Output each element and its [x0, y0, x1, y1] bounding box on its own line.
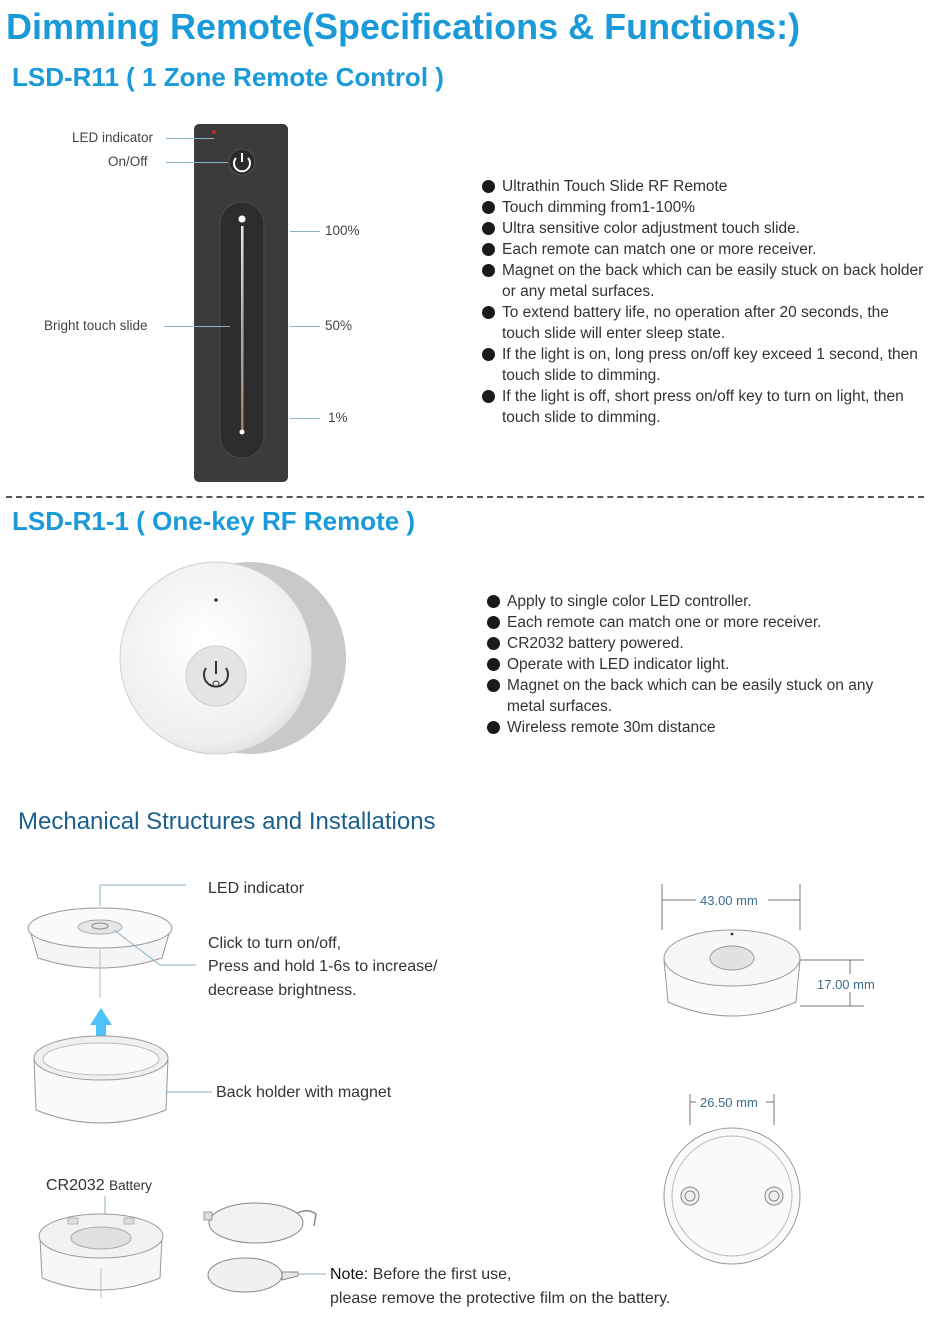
- led-indicator-label: LED indicator: [72, 130, 154, 145]
- bullet-icon: [482, 222, 495, 235]
- list-item: Ultra sensitive color adjustment touch slide.: [482, 218, 926, 239]
- p50-leader: [290, 326, 320, 327]
- list-item: Operate with LED indicator light.: [487, 654, 907, 675]
- on-off-leader: [166, 162, 228, 163]
- bullet-icon: [482, 390, 495, 403]
- list-item: Apply to single color LED controller.: [487, 591, 907, 612]
- bullet-icon: [482, 201, 495, 214]
- list-item: CR2032 battery powered.: [487, 633, 907, 654]
- bright-touch-slide-label: Bright touch slide: [44, 318, 148, 333]
- r11-section-title: LSD-R11 ( 1 Zone Remote Control ): [12, 62, 444, 92]
- note-line2: please remove the protective film on the battery.: [330, 1290, 671, 1307]
- list-item: Touch dimming from1-100%: [482, 197, 926, 218]
- p100-label: 100%: [325, 223, 360, 238]
- bullet-icon: [482, 243, 495, 256]
- list-item: If the light is on, long press on/off key exceed 1 second, then touch slide to dimming.: [482, 344, 926, 386]
- led-indicator-dot: [212, 130, 216, 134]
- r11-feature-list: [482, 176, 926, 428]
- list-item: To extend battery life, no operation after 20 seconds, the touch slide will enter sleep state.: [482, 302, 926, 344]
- click-instruction-line3: decrease brightness.: [208, 982, 357, 999]
- height-dimension: 17.00 mm: [817, 977, 875, 992]
- led-indicator-callout: LED indicator: [208, 880, 305, 897]
- hole-spacing-dimension: 26.50 mm: [700, 1095, 758, 1110]
- list-item: Each remote can match one or more receiver.: [487, 612, 907, 633]
- list-item: Magnet on the back which can be easily stuck on any metal surfaces.: [487, 675, 907, 717]
- battery-callout: CR2032 Battery: [46, 1177, 152, 1194]
- mechanical-section-title: Mechanical Structures and Installations: [18, 808, 436, 835]
- p50-label: 50%: [325, 318, 353, 333]
- note-label: Note:: [330, 1266, 369, 1283]
- list-item: Wireless remote 30m distance: [487, 717, 907, 738]
- section-divider: [6, 496, 924, 498]
- r1-1-section-title: LSD-R1-1 ( One-key RF Remote ): [12, 506, 416, 536]
- bullet-icon: [482, 348, 495, 361]
- r11-remote-illustration: [190, 122, 290, 484]
- list-item: Ultrathin Touch Slide RF Remote: [482, 176, 926, 197]
- r1-1-remote-illustration: [110, 558, 350, 758]
- p1-label: 1%: [328, 410, 348, 425]
- on-off-label: On/Off: [108, 154, 148, 169]
- width-dimension: 43.00 mm: [700, 893, 758, 908]
- led-indicator-leader: [166, 138, 214, 139]
- bullet-icon: [487, 637, 500, 650]
- bullet-icon: [487, 595, 500, 608]
- p100-leader: [290, 231, 320, 232]
- page-title: Dimming Remote(Specifications & Functions:): [6, 6, 801, 47]
- bright-touch-slide-leader: [164, 326, 230, 327]
- back-holder-callout: Back holder with magnet: [216, 1084, 392, 1101]
- r1-1-feature-list: [487, 591, 907, 738]
- bullet-icon: [487, 679, 500, 692]
- bullet-icon: [487, 658, 500, 671]
- bullet-icon: [482, 180, 495, 193]
- click-instruction-line1: Click to turn on/off,: [208, 935, 342, 952]
- note-line1: Note: Before the first use,: [330, 1266, 512, 1283]
- dimension-drawings: [650, 880, 880, 1320]
- list-item: If the light is off, short press on/off key to turn on light, then touch slide to dimming.: [482, 386, 926, 428]
- list-item: Magnet on the back which can be easily stuck on back holder or any metal surfaces.: [482, 260, 926, 302]
- p1-leader: [290, 418, 320, 419]
- bullet-icon: [482, 306, 495, 319]
- bullet-icon: [487, 616, 500, 629]
- bullet-icon: [487, 721, 500, 734]
- bullet-icon: [482, 264, 495, 277]
- list-item: Each remote can match one or more receiver.: [482, 239, 926, 260]
- click-instruction-line2: Press and hold 1-6s to increase/: [208, 958, 438, 975]
